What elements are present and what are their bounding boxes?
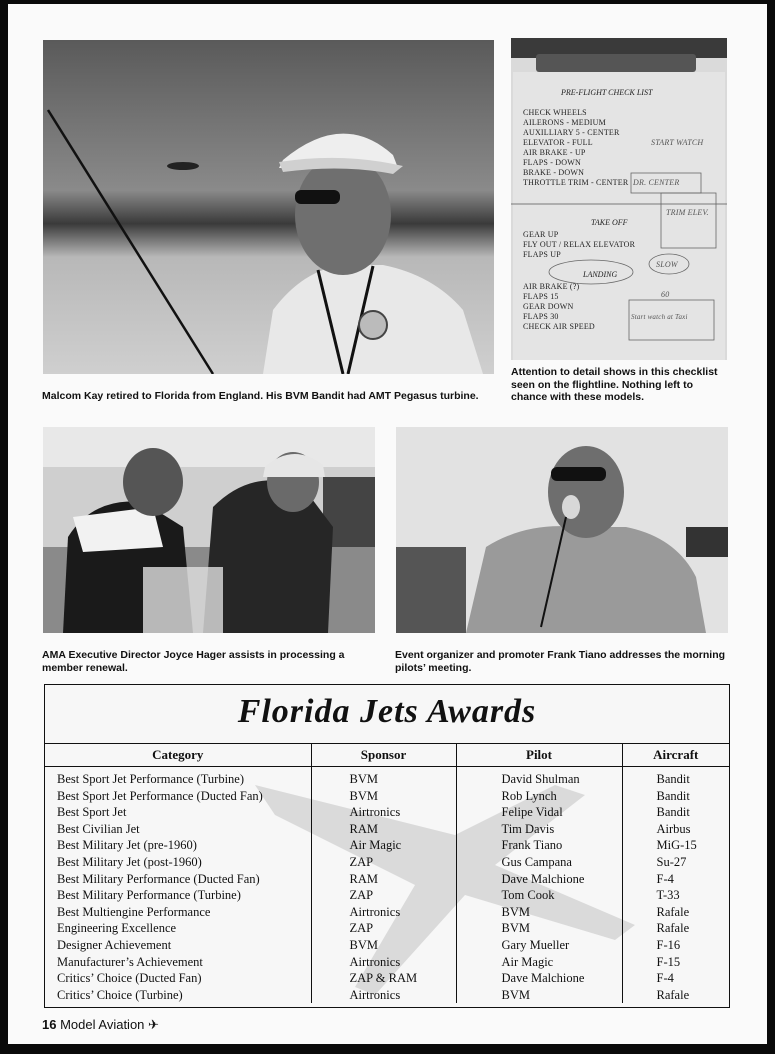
award-category: Best Multiengine Performance: [57, 904, 211, 919]
award-pilot: Felipe Vidal: [456, 804, 622, 821]
award-category: Manufacturer’s Achievement: [57, 954, 203, 969]
award-pilot: Rob Lynch: [456, 788, 622, 805]
award-aircraft: Bandit: [622, 788, 729, 805]
award-aircraft: F-4: [622, 970, 729, 987]
checklist-item: FLY OUT / RELAX ELEVATOR: [523, 240, 636, 249]
award-pilot: BVM: [456, 904, 622, 921]
award-sponsor: RAM: [311, 821, 456, 838]
checklist-item: AUXILLIARY 5 - CENTER: [523, 128, 620, 137]
checklist-item: AILERONS - MEDIUM: [523, 118, 606, 127]
award-pilot: Tim Davis: [456, 821, 622, 838]
magazine-page: [8, 4, 767, 1044]
checklist-takeoff-title: TAKE OFF: [591, 218, 628, 227]
handwritten-note: START WATCH: [651, 138, 704, 147]
award-pilot: BVM: [456, 987, 622, 1004]
airplane-icon: ✈: [148, 1017, 159, 1032]
checklist-item: AIR BRAKE - UP: [523, 148, 586, 157]
caption-joyce-hager: AMA Executive Director Joyce Hager assists in processing a member renewal.: [42, 649, 345, 674]
table-row: [45, 871, 729, 888]
award-aircraft: T-33: [622, 887, 729, 904]
award-category: Engineering Excellence: [57, 921, 177, 936]
table-row: [45, 804, 729, 821]
award-sponsor: ZAP: [311, 854, 456, 871]
award-aircraft: F-16: [622, 937, 729, 954]
award-category: Best Military Performance (Ducted Fan): [57, 871, 260, 886]
checklist-item: FLAPS 30: [523, 312, 559, 321]
checklist-item: THROTTLE TRIM - CENTER: [523, 178, 629, 187]
handwritten-note: DR. CENTER: [633, 178, 680, 187]
award-aircraft: F-15: [622, 954, 729, 971]
table-row: [45, 788, 729, 805]
award-pilot: Dave Malchione: [456, 871, 622, 888]
award-category: Critics’ Choice (Turbine): [57, 987, 183, 1002]
award-category: Critics’ Choice (Ducted Fan): [57, 971, 202, 986]
checklist-item: GEAR UP: [523, 230, 559, 239]
table-row: [45, 837, 729, 854]
handwritten-note: SLOW: [656, 260, 678, 269]
photo-frank-tiano: [396, 427, 728, 633]
award-aircraft: Rafale: [622, 987, 729, 1004]
table-row: [45, 954, 729, 971]
award-category: Best Sport Jet Performance (Ducted Fan): [57, 788, 263, 803]
caption-frank-tiano: Event organizer and promoter Frank Tiano addresses the morning pilots’ meeting.: [395, 649, 726, 674]
checklist-title: PRE-FLIGHT CHECK LIST: [561, 88, 653, 97]
magazine-name: Model Aviation: [60, 1017, 145, 1032]
award-aircraft: Su-27: [622, 854, 729, 871]
table-row: [45, 887, 729, 904]
photo-joyce-hager: [43, 427, 375, 633]
table-row: [45, 821, 729, 838]
award-aircraft: MiG-15: [622, 837, 729, 854]
award-pilot: Dave Malchione: [456, 970, 622, 987]
table-row: [45, 854, 729, 871]
award-aircraft: Bandit: [622, 804, 729, 821]
award-sponsor: BVM: [311, 767, 456, 788]
checklist-item: FLAPS - DOWN: [523, 158, 581, 167]
page-number: 16: [42, 1017, 57, 1032]
table-row: [45, 937, 729, 954]
caption-checklist: Attention to detail shows in this checklist seen on the flightline. Nothing left to chance with these models.: [511, 366, 718, 403]
award-sponsor: ZAP: [311, 887, 456, 904]
award-pilot: BVM: [456, 920, 622, 937]
table-row: [45, 767, 729, 788]
award-category: Best Civilian Jet: [57, 821, 140, 836]
page-footer: [42, 1017, 159, 1033]
award-pilot: Gus Campana: [456, 854, 622, 871]
award-sponsor: ZAP: [311, 920, 456, 937]
award-category: Best Military Performance (Turbine): [57, 888, 241, 903]
award-sponsor: Airtronics: [311, 987, 456, 1004]
table-row: [45, 904, 729, 921]
checklist-item: FLAPS 15: [523, 292, 559, 301]
award-sponsor: Air Magic: [311, 837, 456, 854]
checklist-item: ELEVATOR - FULL: [523, 138, 593, 147]
award-pilot: Gary Mueller: [456, 937, 622, 954]
photo-malcom-kay: [43, 40, 494, 374]
award-category: Best Military Jet (post-1960): [57, 854, 202, 869]
award-pilot: Tom Cook: [456, 887, 622, 904]
header-pilot: Pilot: [456, 744, 622, 767]
award-pilot: Frank Tiano: [456, 837, 622, 854]
checklist-item: GEAR DOWN: [523, 302, 574, 311]
handwritten-note: 60: [661, 290, 670, 299]
checklist-item: BRAKE - DOWN: [523, 168, 585, 177]
awards-box: [44, 684, 730, 1008]
checklist-item: AIR BRAKE (?): [523, 282, 580, 291]
checklist-item: CHECK WHEELS: [523, 108, 587, 117]
award-pilot: David Shulman: [456, 767, 622, 788]
award-sponsor: BVM: [311, 788, 456, 805]
award-sponsor: RAM: [311, 871, 456, 888]
handwritten-note: Start watch at Taxi: [631, 313, 688, 321]
award-category: Best Military Jet (pre-1960): [57, 838, 197, 853]
award-category: Designer Achievement: [57, 937, 172, 952]
award-aircraft: Rafale: [622, 904, 729, 921]
award-sponsor: Airtronics: [311, 954, 456, 971]
award-category: Best Sport Jet: [57, 805, 127, 820]
award-sponsor: Airtronics: [311, 904, 456, 921]
award-sponsor: Airtronics: [311, 804, 456, 821]
award-category: Best Sport Jet Performance (Turbine): [57, 772, 245, 786]
table-row: [45, 987, 729, 1004]
header-aircraft: Aircraft: [622, 744, 729, 767]
awards-table: [45, 743, 729, 1003]
table-row: [45, 920, 729, 937]
award-sponsor: ZAP & RAM: [311, 970, 456, 987]
table-row: [45, 970, 729, 987]
award-aircraft: Airbus: [622, 821, 729, 838]
award-aircraft: Rafale: [622, 920, 729, 937]
checklist-item: CHECK AIR SPEED: [523, 322, 595, 331]
checklist-item: FLAPS UP: [523, 250, 561, 259]
award-aircraft: Bandit: [622, 767, 729, 788]
photo-checklist: [511, 38, 727, 360]
awards-title: Florida Jets Awards: [237, 693, 537, 730]
header-sponsor: Sponsor: [311, 744, 456, 767]
award-sponsor: BVM: [311, 937, 456, 954]
header-category: Category: [45, 744, 311, 767]
checklist-landing-title: LANDING: [583, 270, 618, 279]
award-pilot: Air Magic: [456, 954, 622, 971]
award-aircraft: F-4: [622, 871, 729, 888]
handwritten-note: TRIM ELEV.: [666, 208, 709, 217]
caption-malcom-kay: Malcom Kay retired to Florida from England. His BVM Bandit had AMT Pegasus turbine.: [42, 390, 479, 402]
